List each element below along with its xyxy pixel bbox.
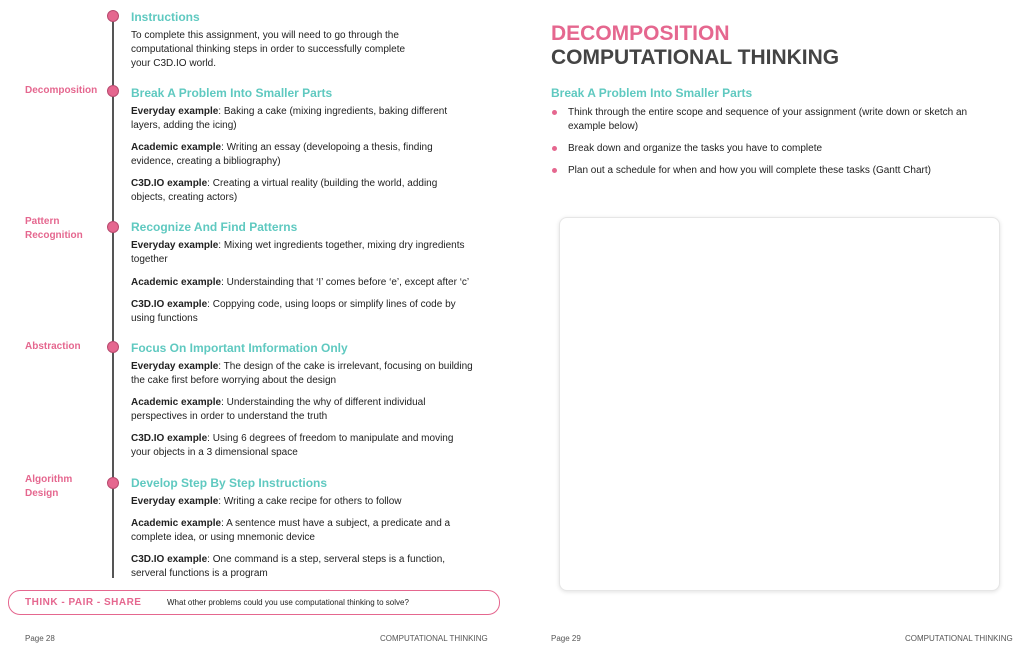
example-text: Creating a virtual reality (building the world, adding xyxy=(212,178,438,189)
side-label-line: Design xyxy=(25,488,59,499)
section-title-abstraction: Focus On Important Imformation Only xyxy=(131,341,348,355)
example-label: Academic example xyxy=(131,142,222,153)
example-label: Everyday example xyxy=(131,496,219,507)
example-text: serveral functions is a program xyxy=(131,568,268,579)
side-label-abstraction xyxy=(25,340,105,354)
example-everyday: Everyday example: Baking a cake (mixing ingredients, baking different layers, adding the icing) xyxy=(131,105,486,133)
bullet-icon xyxy=(552,168,557,173)
side-label-algorithm-design xyxy=(25,473,105,501)
section-title: Break A Problem Into Smaller Parts xyxy=(551,86,753,100)
side-label-line: Abstraction xyxy=(25,341,81,352)
example-text: layers, adding the icing) xyxy=(131,120,237,131)
example-text: Using 6 degrees of freedom to manipulate and moving xyxy=(212,433,454,444)
think-pair-share-label: THINK - PAIR - SHARE xyxy=(25,597,142,608)
page-title-decomposition: DECOMPOSITION xyxy=(551,22,730,45)
timeline-dot xyxy=(107,10,119,22)
list-item xyxy=(552,164,992,178)
page-number: Page 29 xyxy=(551,634,581,643)
example-text: perspectives in order to understand the truth xyxy=(131,411,328,422)
instructions-title: Instructions xyxy=(131,10,200,24)
sketch-area[interactable] xyxy=(559,217,1000,591)
example-text: Understainding that ‘I’ comes before ‘e’, except after ‘c’ xyxy=(226,277,470,288)
side-label-line: Recognition xyxy=(25,230,83,241)
instructions-line: computational thinking steps in order to successfully complete xyxy=(131,44,406,55)
example-academic: Academic example: Writing an essay (developoing a thesis, finding evidence, creating a bibliography) xyxy=(131,141,486,169)
section-title-pattern-recognition: Recognize And Find Patterns xyxy=(131,220,298,234)
page-number: Page 28 xyxy=(25,634,55,643)
instructions-text xyxy=(131,29,486,71)
example-everyday: Everyday example: Mixing wet ingredients together, mixing dry ingredients together xyxy=(131,239,486,267)
side-label-decomposition xyxy=(25,84,105,98)
task-bullet-list xyxy=(552,106,992,186)
side-label-pattern-recognition xyxy=(25,215,105,243)
list-item xyxy=(552,106,992,134)
section-title-decomposition: Break A Problem Into Smaller Parts xyxy=(131,86,333,100)
think-pair-share-question: What other problems could you use computational thinking to solve? xyxy=(167,598,409,607)
example-label: C3D.IO example xyxy=(131,554,208,565)
example-text: evidence, creating a bibliography) xyxy=(131,156,281,167)
example-label: Everyday example xyxy=(131,106,219,117)
running-title: COMPUTATIONAL THINKING xyxy=(905,634,1013,643)
example-c3dio: C3D.IO example: Coppying code, using loops or simplify lines of code by using functions xyxy=(131,298,486,326)
page-title-computational-thinking: COMPUTATIONAL THINKING xyxy=(551,46,840,69)
right-page xyxy=(512,0,1024,654)
example-text: A sentence must have a subject, a predicate and a xyxy=(226,518,451,529)
example-c3dio: C3D.IO example: Using 6 degrees of freedom to manipulate and moving your objects in a 3 dimensional space xyxy=(131,432,486,460)
instructions-line: To complete this assignment, you will need to go through the xyxy=(131,30,399,41)
example-label: C3D.IO example xyxy=(131,299,208,310)
example-c3dio: C3D.IO example: One command is a step, serveral steps is a function, serveral functions is a program xyxy=(131,553,486,581)
example-text: One command is a step, serveral steps is a function, xyxy=(212,554,446,565)
example-text: Understainding the why of different individual xyxy=(226,397,426,408)
example-academic: Academic example: Understainding the why of different individual perspectives in order to understand the truth xyxy=(131,396,486,424)
bullet-text: example below) xyxy=(568,121,639,132)
example-text: your objects in a 3 dimensional space xyxy=(131,447,298,458)
running-title: COMPUTATIONAL THINKING xyxy=(380,634,488,643)
example-label: Everyday example xyxy=(131,361,219,372)
example-label: C3D.IO example xyxy=(131,178,208,189)
bullet-text: Plan out a schedule for when and how you will complete these tasks (Gantt Chart) xyxy=(568,165,931,176)
example-text: Baking a cake (mixing ingredients, baking different xyxy=(223,106,448,117)
section-title-algorithm-design: Develop Step By Step Instructions xyxy=(131,476,328,490)
instructions-line: your C3D.IO world. xyxy=(131,58,217,69)
bullet-text: Think through the entire scope and sequence of your assignment (write down or sketch an xyxy=(568,107,968,118)
example-text: using functions xyxy=(131,313,198,324)
example-text: objects, creating actors) xyxy=(131,192,238,203)
bullet-text: Break down and organize the tasks you have to complete xyxy=(568,143,823,154)
timeline-dot xyxy=(107,85,119,97)
example-academic: Academic example: A sentence must have a subject, a predicate and a complete idea, or using mnemonic device xyxy=(131,517,486,545)
example-text: the cake first before worrying about the design xyxy=(131,375,337,386)
example-label: Academic example xyxy=(131,518,222,529)
bullet-icon xyxy=(552,110,557,115)
side-label-line: Decomposition xyxy=(25,85,98,96)
example-c3dio: C3D.IO example: Creating a virtual reality (building the world, adding objects, creating actors) xyxy=(131,177,486,205)
bullet-icon xyxy=(552,146,557,151)
timeline-dot xyxy=(107,221,119,233)
timeline-dot xyxy=(107,477,119,489)
side-label-line: Pattern xyxy=(25,216,60,227)
timeline-dot xyxy=(107,341,119,353)
example-everyday: Everyday example: The design of the cake is irrelevant, focusing on building the cake first before worrying about the design xyxy=(131,360,486,388)
example-label: Academic example xyxy=(131,277,222,288)
example-academic: Academic example: Understainding that ‘I’ comes before ‘e’, except after ‘c’ xyxy=(131,277,470,288)
example-text: Coppying code, using loops or simplify lines of code by xyxy=(212,299,456,310)
example-label: Everyday example xyxy=(131,240,219,251)
example-label: Academic example xyxy=(131,397,222,408)
example-everyday: Everyday example: Writing a cake recipe for others to follow xyxy=(131,496,402,507)
example-text: together xyxy=(131,254,168,265)
example-text: Writing an essay (developoing a thesis, finding xyxy=(226,142,433,153)
example-text: complete idea, or using mnemonic device xyxy=(131,532,315,543)
example-text: The design of the cake is irrelevant, focusing on building xyxy=(223,361,473,372)
side-label-line: Algorithm xyxy=(25,474,73,485)
list-item xyxy=(552,142,992,156)
example-text: Writing a cake recipe for others to follow xyxy=(223,496,402,507)
example-label: C3D.IO example xyxy=(131,433,208,444)
example-text: Mixing wet ingredients together, mixing dry ingredients xyxy=(223,240,465,251)
